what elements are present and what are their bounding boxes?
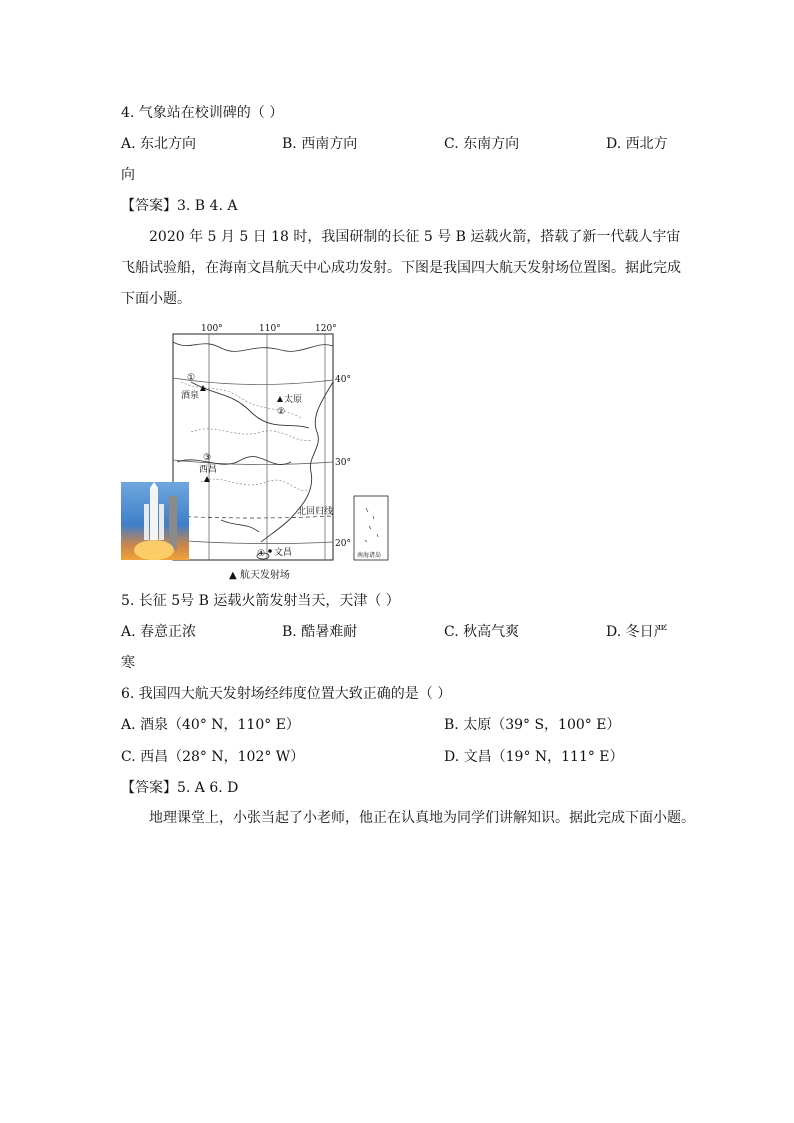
south-china-sea-inset: [354, 496, 388, 560]
lon-label-110: 110°: [259, 324, 281, 334]
q5-option-a: A. 春意正浓: [121, 624, 197, 640]
answer-3-4: 【答案】3. B 4. A: [121, 198, 238, 214]
tropic-label: 北回归线: [297, 507, 334, 517]
rocket-body: [150, 488, 158, 540]
south-coast: [221, 520, 259, 532]
outro-paragraph: 地理课堂上，小张当起了小老师，他正在认真地为同学们讲解知识。据此完成下面小题。: [149, 810, 695, 826]
rocket-nose: [150, 482, 158, 488]
booster-left: [144, 504, 149, 540]
q4-option-d: D. 西北方: [606, 136, 668, 152]
parallel-40: [173, 378, 333, 385]
site-3-num: ③: [203, 453, 212, 463]
map-legend: ▲ 航天发射场: [229, 570, 290, 581]
site-4-marker: [268, 549, 272, 553]
intro-paragraph: 2020 年 5 月 5 日 18 时，我国研制的长征 5 号 B 运载火箭，搭载了新一代载人宇宙飞船试验船，在海南文昌航天中心成功发射。下图是我国四大航天发射场位置图。据此完成下面小题。: [121, 229, 681, 307]
q6-stem: 6. 我国四大航天发射场经纬度位置大致正确的是（ ）: [121, 686, 452, 702]
lat-label-20: 20°: [335, 539, 351, 549]
map-frame: [173, 334, 333, 560]
lat-label-30: 30°: [335, 458, 351, 468]
north-border: [173, 342, 333, 351]
parallel-20: [173, 540, 333, 544]
rocket-launch-photo: [121, 482, 189, 560]
q6-option-c: C. 西昌（28° N，102° W）: [121, 749, 305, 765]
inset-islands: [365, 508, 378, 542]
answer-5-6: 【答案】5. A 6. D: [121, 780, 239, 796]
site-1-name: 酒泉: [181, 391, 200, 401]
booster-right: [159, 504, 164, 540]
site-4-num: ④: [257, 549, 266, 559]
site-2-num: ②: [277, 407, 286, 417]
q5-option-c: C. 秋高气爽: [444, 624, 520, 640]
q5-stem: 5. 长征 5号 B 运载火箭发射当天，天津（ ）: [121, 593, 400, 609]
q5-option-d: D. 冬日严: [606, 624, 668, 640]
lon-label-120: 120°: [315, 324, 337, 334]
q6-option-d: D. 文昌（19° N，111° E）: [444, 749, 624, 765]
site-2-name: 太原: [284, 395, 303, 405]
lon-label-100: 100°: [201, 324, 223, 334]
q5-option-d-wrap: 寒: [121, 655, 135, 671]
site-1-num: ①: [187, 373, 196, 383]
site-2-marker: [277, 396, 283, 402]
rocket-image: [121, 482, 189, 560]
q6-option-a: A. 酒泉（40° N，110° E）: [121, 717, 300, 733]
river-yangtze: [177, 457, 291, 465]
q4-stem: 4. 气象站在校训碑的（ ）: [121, 105, 284, 121]
launch-flame: [134, 540, 174, 560]
inset-label: 南海诸岛: [357, 552, 382, 559]
q4-option-d-wrap: 向: [121, 167, 135, 183]
lat-label-40: 40°: [335, 375, 351, 385]
site-3-name: 西昌: [199, 465, 218, 475]
launch-tower: [169, 496, 177, 550]
q4-option-c: C. 东南方向: [444, 136, 520, 152]
q4-option-b: B. 西南方向: [282, 136, 358, 152]
q4-option-a: A. 东北方向: [121, 136, 197, 152]
site-4-name: 文昌: [274, 548, 293, 558]
province-line-3: [201, 479, 307, 490]
q5-option-b: B. 酷暑难耐: [282, 624, 358, 640]
q6-option-b: B. 太原（39° S，100° E）: [444, 717, 621, 733]
